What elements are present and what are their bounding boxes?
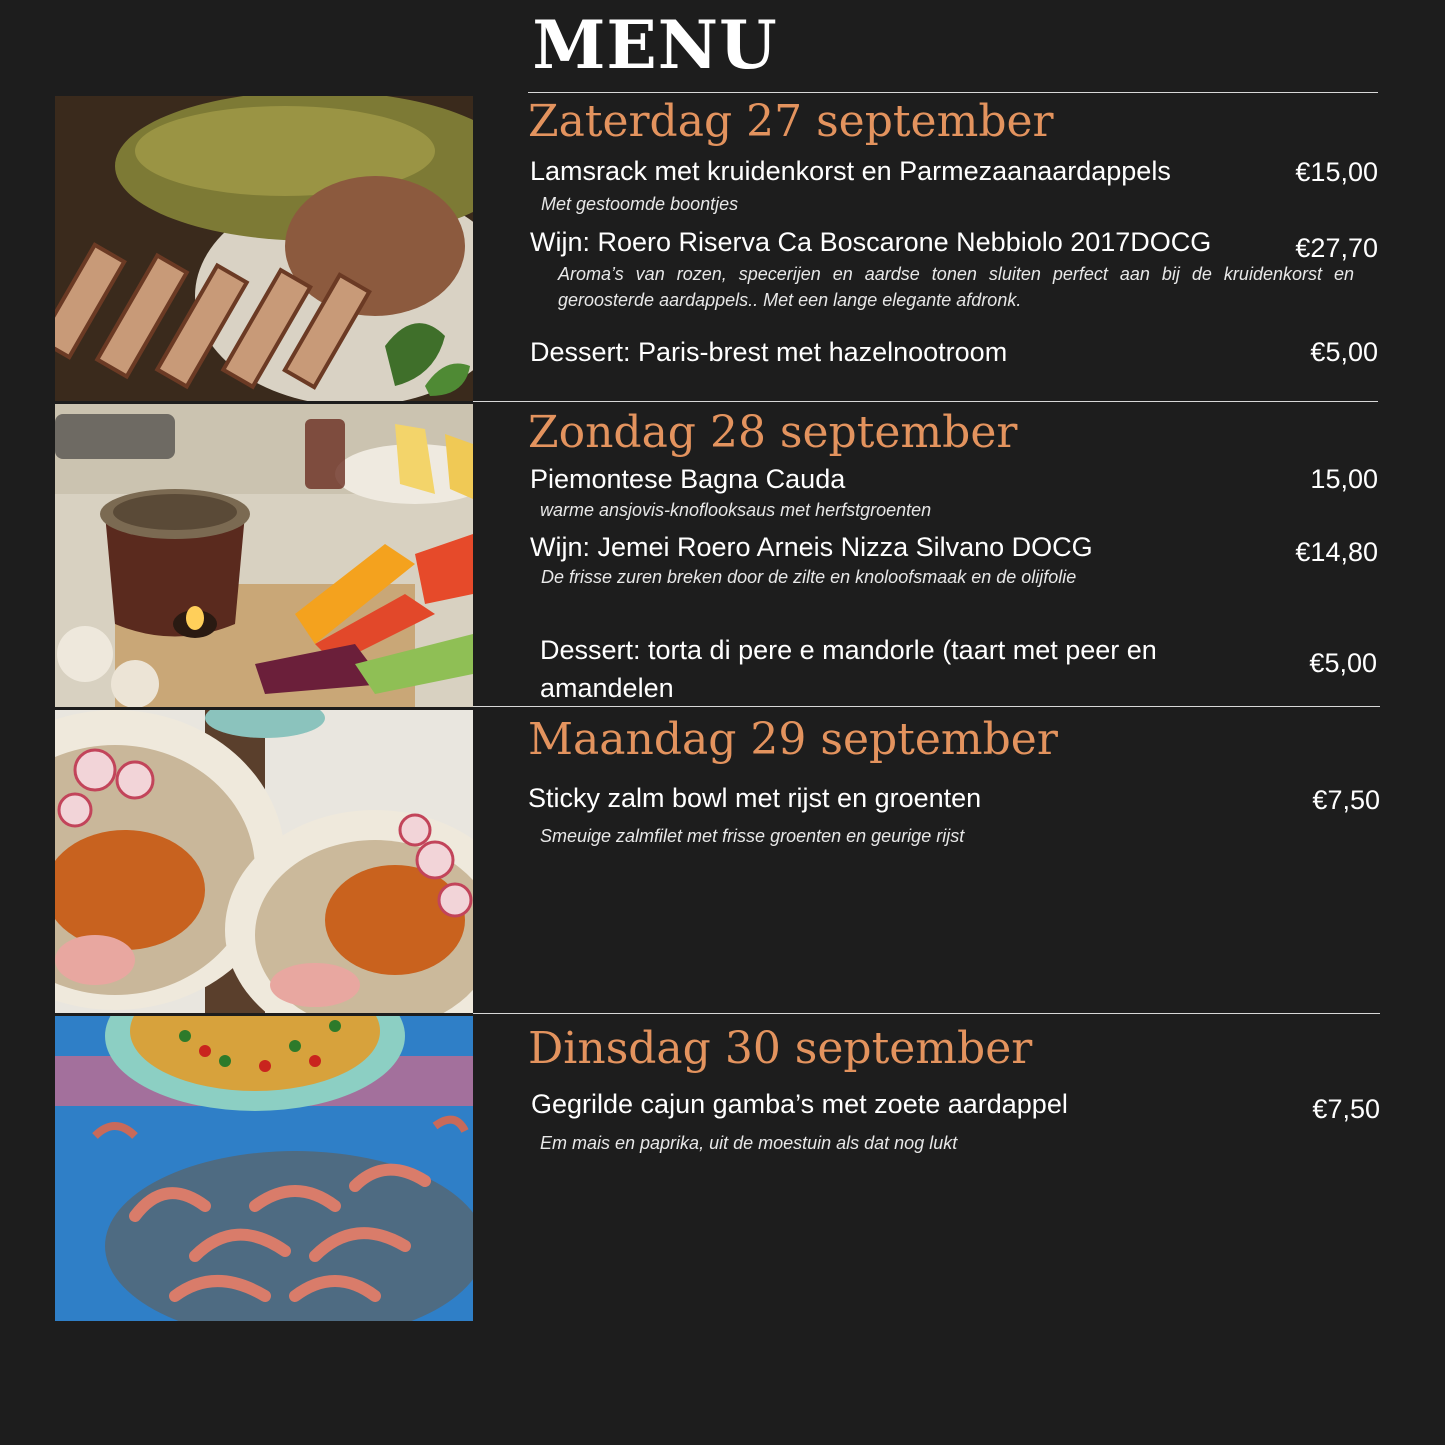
wine-note: De frisse zuren breken door de zilte en knoloofsmaak en de olijfolie bbox=[541, 567, 1077, 587]
bagna-cauda-photo bbox=[55, 404, 473, 707]
dessert-price: €5,00 bbox=[1309, 648, 1377, 678]
dish-note: Met gestoomde boontjes bbox=[541, 194, 739, 214]
wine-name: Wijn: Roero Riserva Ca Boscarone Nebbiolo 2017DOCG bbox=[530, 227, 1212, 257]
day-title: Zondag 28 september bbox=[528, 407, 1018, 458]
wine-note: Aroma’s van rozen, specerijen en aardse tonen sluiten perfect aan bij de kruidenkorst en geroosterde aardappels.. Met een lange elegante afdronk. bbox=[558, 264, 1354, 310]
dish-note: Smeuige zalmfilet met frisse groenten en geurige rijst bbox=[540, 826, 965, 846]
day-title: Maandag 29 september bbox=[528, 714, 1058, 765]
dish-price: €7,50 bbox=[1312, 1094, 1380, 1124]
dish-price: €15,00 bbox=[1295, 157, 1378, 187]
divider bbox=[473, 1013, 1380, 1014]
dish-name: Sticky zalm bowl met rijst en groenten bbox=[528, 783, 982, 813]
dish-price: €7,50 bbox=[1312, 785, 1380, 815]
divider bbox=[473, 401, 1378, 402]
divider bbox=[528, 92, 1378, 93]
dish-name: Lamsrack met kruidenkorst en Parmezaanaardappels bbox=[530, 156, 1171, 186]
dish-price: 15,00 bbox=[1310, 464, 1378, 494]
wine-price: €27,70 bbox=[1295, 233, 1378, 263]
wine-name: Wijn: Jemei Roero Arneis Nizza Silvano DOCG bbox=[530, 532, 1093, 562]
day-title: Dinsdag 30 september bbox=[528, 1023, 1033, 1074]
salmon-bowl-photo bbox=[55, 710, 473, 1013]
lamb-rack-photo bbox=[55, 96, 473, 401]
dish-name: Gegrilde cajun gamba’s met zoete aardappel bbox=[531, 1089, 1068, 1119]
dessert-price: €5,00 bbox=[1310, 337, 1378, 367]
wine-price: €14,80 bbox=[1295, 537, 1378, 567]
dish-name: Piemontese Bagna Cauda bbox=[530, 464, 846, 494]
menu-title: MENU bbox=[532, 6, 778, 84]
day-title: Zaterdag 27 september bbox=[528, 96, 1054, 147]
dessert-name: Dessert: Paris-brest met hazelnootroom bbox=[530, 337, 1008, 367]
dish-note: warme ansjovis-knoflooksaus met herfstgroenten bbox=[540, 500, 932, 520]
dish-note: Em mais en paprika, uit de moestuin als dat nog lukt bbox=[540, 1133, 958, 1153]
dessert-name: Dessert: torta di pere e mandorle (taart met peer en amandelen bbox=[540, 635, 1157, 703]
cajun-prawns-photo bbox=[55, 1016, 473, 1321]
